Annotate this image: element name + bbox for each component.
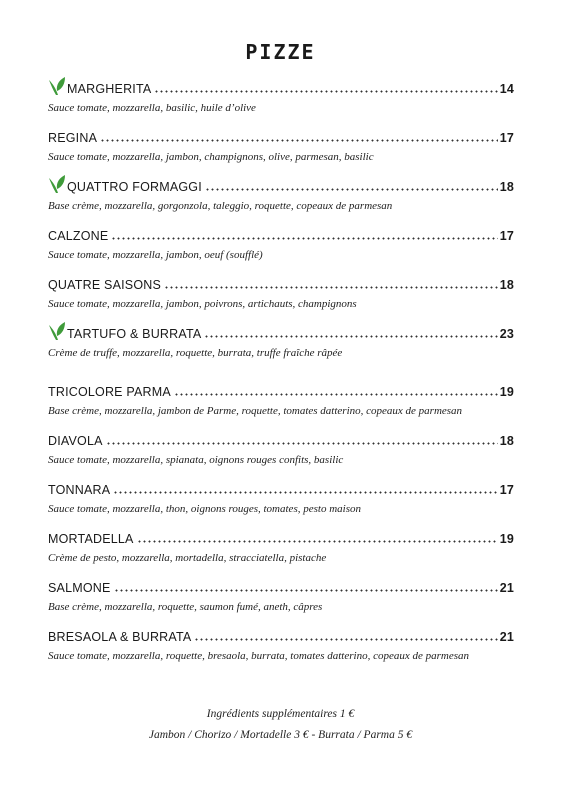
item-description: Crème de truffe, mozzarella, roquette, burrata, truffe fraîche râpée xyxy=(48,347,343,359)
item-description: Base crème, mozzarella, gorgonzola, taleggio, roquette, copeaux de parmesan xyxy=(48,200,393,212)
item-name: CALZONE xyxy=(48,229,109,243)
item-name: MARGHERITA xyxy=(67,82,152,96)
item-price: 17 xyxy=(499,229,514,243)
item-name: TARTUFO & BURRATA xyxy=(67,327,202,341)
item-name: MORTADELLA xyxy=(48,532,134,546)
menu-item xyxy=(48,526,514,564)
menu-item xyxy=(48,272,514,310)
dot-leader xyxy=(194,631,497,641)
item-name: SALMONE xyxy=(48,581,111,595)
supplements-note xyxy=(0,704,561,746)
leaf-icon xyxy=(48,174,66,194)
dot-leader xyxy=(174,386,498,396)
dot-leader xyxy=(154,83,497,93)
dot-leader xyxy=(205,181,498,191)
item-name: TONNARA xyxy=(48,483,111,497)
item-name: TRICOLORE PARMA xyxy=(48,385,171,399)
item-price: 17 xyxy=(499,131,514,145)
item-description: Crème de pesto, mozzarella, mortadella, stracciatella, pistache xyxy=(48,552,327,564)
supplements-line-1: Ingrédients supplémentaires 1 € xyxy=(206,708,355,720)
dot-leader xyxy=(137,533,498,543)
menu-item xyxy=(48,223,514,261)
dot-leader xyxy=(204,328,497,338)
item-price: 18 xyxy=(499,434,514,448)
supplements-line-2: Jambon / Chorizo / Mortadelle 3 € - Burrata / Parma 5 € xyxy=(148,729,413,741)
item-description: Sauce tomate, mozzarella, spianata, oignons rouges confits, basilic xyxy=(48,454,344,466)
item-description: Sauce tomate, mozzarella, roquette, bresaola, burrata, tomates datterino, copeaux de parmesan xyxy=(48,650,470,662)
menu-item xyxy=(48,477,514,515)
menu-item xyxy=(48,624,514,662)
item-price: 19 xyxy=(499,532,514,546)
dot-leader xyxy=(114,582,498,592)
item-price: 21 xyxy=(499,630,514,644)
item-price: 17 xyxy=(499,483,514,497)
item-name: DIAVOLA xyxy=(48,434,103,448)
item-name: REGINA xyxy=(48,131,98,145)
item-name: QUATTRO FORMAGGI xyxy=(67,180,202,194)
menu-item xyxy=(48,379,514,417)
menu-item xyxy=(48,321,514,359)
dot-leader xyxy=(113,484,497,494)
leaf-icon xyxy=(48,76,66,96)
item-description: Sauce tomate, mozzarella, basilic, huile d’olive xyxy=(48,102,256,114)
item-name: BRESAOLA & BURRATA xyxy=(48,630,192,644)
item-price: 19 xyxy=(499,385,514,399)
dot-leader xyxy=(106,435,498,445)
item-price: 23 xyxy=(499,327,514,341)
menu-item xyxy=(48,76,514,114)
item-description: Sauce tomate, mozzarella, jambon, poivrons, artichauts, champignons xyxy=(48,298,357,310)
item-description: Base crème, mozzarella, roquette, saumon fumé, aneth, câpres xyxy=(48,601,323,613)
item-description: Sauce tomate, mozzarella, jambon, champignons, olive, parmesan, basilic xyxy=(48,151,374,163)
dot-leader xyxy=(111,230,497,240)
item-price: 14 xyxy=(499,82,514,96)
item-description: Sauce tomate, mozzarella, thon, oignons rouges, tomates, pesto maison xyxy=(48,503,361,515)
menu-item xyxy=(48,428,514,466)
item-price: 18 xyxy=(499,180,514,194)
menu-item xyxy=(48,125,514,163)
item-description: Sauce tomate, mozzarella, jambon, oeuf (soufflé) xyxy=(48,249,263,261)
leaf-icon xyxy=(48,321,66,341)
item-price: 18 xyxy=(499,278,514,292)
menu-item xyxy=(48,575,514,613)
item-price: 21 xyxy=(499,581,514,595)
dot-leader xyxy=(100,132,498,142)
dot-leader xyxy=(164,279,498,289)
page-title: PIZZE xyxy=(245,40,316,64)
menu-item xyxy=(48,174,514,212)
item-name: QUATRE SAISONS xyxy=(48,278,162,292)
item-description: Base crème, mozzarella, jambon de Parme, roquette, tomates datterino, copeaux de parmesan xyxy=(48,405,463,417)
